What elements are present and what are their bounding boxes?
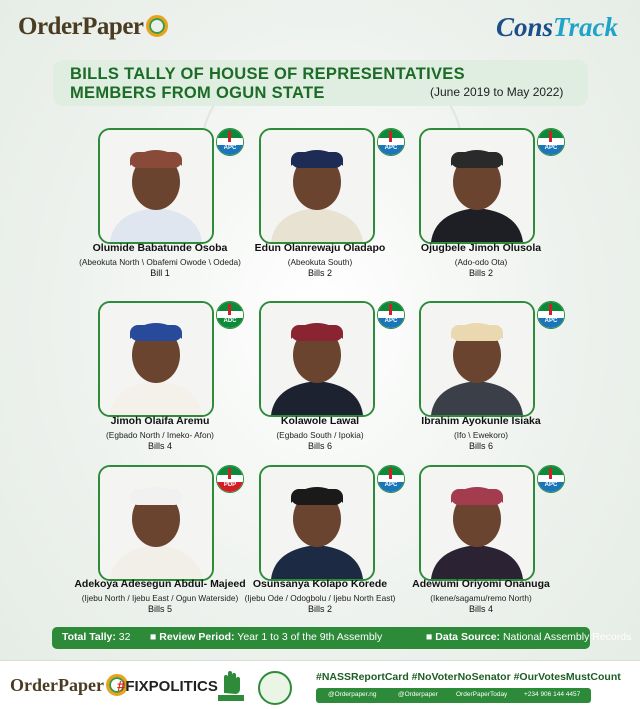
member-constituency: (Ijebu North / Ijebu East / Ogun Waterside) bbox=[81, 593, 239, 603]
title-period: (June 2019 to May 2022) bbox=[430, 85, 564, 99]
assembly-seal-icon bbox=[258, 671, 292, 705]
social-bar bbox=[316, 688, 591, 703]
title-line-1: BILLS TALLY OF HOUSE OF REPRESENTATIVES bbox=[70, 65, 465, 83]
hashtags: #NASSReportCard #NoVoterNoSenator #OurVotesMustCount bbox=[316, 671, 621, 683]
social-handle-web: @Orderpaper.ng bbox=[328, 691, 377, 698]
apc-party-logo-icon: APC bbox=[377, 465, 405, 493]
member-constituency: (Ikene/sagamu/remo North) bbox=[430, 593, 532, 603]
social-handle-fb: @Orderpaper bbox=[398, 691, 438, 698]
apc-party-logo-icon: APC bbox=[537, 128, 565, 156]
member-photo bbox=[419, 465, 535, 581]
member-bill-count: Bills 4 bbox=[468, 604, 493, 614]
member-bill-count: Bills 2 bbox=[307, 604, 332, 614]
apc-party-logo-icon: APC bbox=[377, 301, 405, 329]
footer bbox=[0, 660, 640, 709]
member-photo bbox=[419, 301, 535, 417]
member-bill-count: Bill 1 bbox=[150, 268, 170, 278]
member-name: Ibrahim Ayokunle Isiaka bbox=[421, 415, 541, 427]
pdp-party-logo-icon: PDP bbox=[216, 465, 244, 493]
member-bill-count: Bills 6 bbox=[307, 441, 332, 451]
data-source: ■ Data Source: National Assembly Records bbox=[426, 631, 632, 643]
member-bill-count: Bills 5 bbox=[147, 604, 172, 614]
member-photo bbox=[98, 128, 214, 244]
apc-party-logo-icon: APC bbox=[377, 128, 405, 156]
member-bill-count: Bills 6 bbox=[468, 441, 493, 451]
tally-bar bbox=[52, 627, 632, 649]
member-bill-count: Bills 2 bbox=[307, 268, 332, 278]
member-constituency: (Ado-odo Ota) bbox=[454, 257, 508, 267]
social-phone: +234 906 144 4457 bbox=[524, 691, 581, 698]
member-name: Kolawole Lawal bbox=[280, 415, 360, 427]
member-photo bbox=[98, 465, 214, 581]
member-name: Osunsanya Kolapo Korede bbox=[252, 578, 388, 590]
social-handle-ig: OrderPaperToday bbox=[456, 691, 508, 698]
member-constituency: (Abeokuta South) bbox=[287, 257, 353, 267]
member-photo bbox=[419, 128, 535, 244]
member-name: Adewumi Oriyomi Onanuga bbox=[412, 578, 550, 590]
member-bill-count: Bills 4 bbox=[147, 441, 172, 451]
total-tally: Total Tally: 32 bbox=[62, 631, 131, 643]
apc-party-logo-icon: APC bbox=[537, 465, 565, 493]
adc-party-logo-icon: ADC bbox=[216, 301, 244, 329]
member-name: Edun Olanrewaju Oladapo bbox=[254, 242, 386, 254]
member-constituency: (Abeokuta North \ Obafemi Owode \ Odeda) bbox=[79, 257, 241, 267]
member-name: Adekoya Adesegun Abdul- Majeed bbox=[74, 578, 246, 590]
member-photo bbox=[259, 128, 375, 244]
fixpolitics-logo: #FIXPOLITICS bbox=[117, 678, 218, 695]
apc-party-logo-icon: APC bbox=[216, 128, 244, 156]
member-photo bbox=[259, 301, 375, 417]
member-constituency: (Egbado North / Imeko- Afon) bbox=[106, 430, 214, 440]
review-period: ■ Review Period: Year 1 to 3 of the 9th Assembly bbox=[150, 631, 383, 643]
member-constituency: (Ifo \ Ewekoro) bbox=[454, 430, 508, 440]
member-constituency: (Egbado South / Ipokia) bbox=[276, 430, 364, 440]
member-constituency: (Ijebu Ode / Odogbolu / Ijebu North East) bbox=[244, 593, 396, 603]
constrack-logo: ConsTrack bbox=[495, 12, 618, 42]
member-name: Ojugbele Jimoh Olusola bbox=[420, 242, 542, 254]
member-name: Jimoh Olaifa Aremu bbox=[110, 415, 210, 427]
title-line-2: MEMBERS FROM OGUN STATE bbox=[70, 84, 325, 102]
member-photo bbox=[98, 301, 214, 417]
member-bill-count: Bills 2 bbox=[468, 268, 493, 278]
member-name: Olumide Babatunde Osoba bbox=[92, 242, 228, 254]
raised-hand-icon bbox=[217, 669, 245, 701]
orderpaper-knot-icon bbox=[146, 15, 168, 37]
orderpaper-logo: OrderPaper bbox=[18, 13, 168, 41]
member-photo bbox=[259, 465, 375, 581]
footer-orderpaper-logo: OrderPaper bbox=[10, 675, 128, 698]
apc-party-logo-icon: APC bbox=[537, 301, 565, 329]
